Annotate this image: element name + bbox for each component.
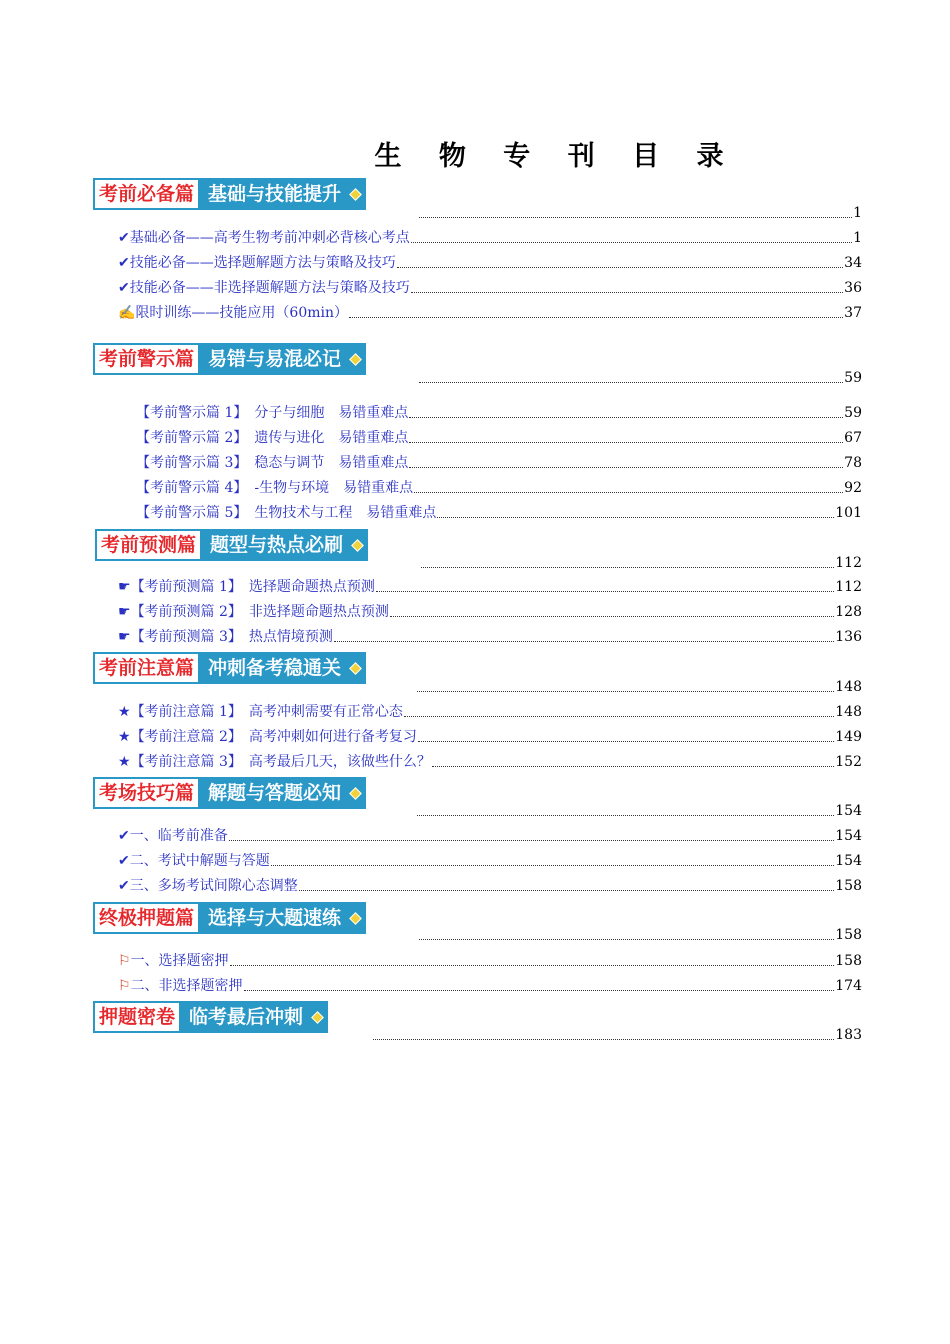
toc-entry[interactable]	[118, 950, 862, 970]
toc-entry[interactable]	[118, 875, 862, 895]
diamond-icon	[349, 188, 362, 201]
entry-label: 二、非选择题密押	[130, 978, 243, 994]
dot-leader	[437, 517, 834, 518]
dot-leader	[230, 965, 835, 966]
toc-entry[interactable]	[118, 277, 862, 297]
section-subtitle-box	[200, 178, 366, 210]
section-subtitle: 易错与易混必记	[208, 348, 342, 370]
entry-label: 技能必备——非选择题解题方法与策略及技巧	[129, 280, 410, 296]
dot-leader	[419, 939, 834, 940]
page-number: 1	[853, 205, 862, 221]
dot-leader	[417, 691, 834, 692]
page-number: 59	[844, 370, 862, 386]
section-subtitle-box	[200, 777, 366, 809]
check-icon: ✔	[118, 853, 130, 869]
entry-label: 一、临考前准备	[129, 828, 228, 844]
entry-label: 【考前注意篇 3】 高考最后几天，该做些什么？	[130, 754, 431, 770]
section-page-line[interactable]	[416, 676, 862, 696]
entry-label: 【考前警示篇 3】 稳态与调节 易错重难点	[136, 455, 409, 471]
diamond-icon	[349, 353, 362, 366]
diamond-icon	[351, 539, 364, 552]
dot-leader	[432, 766, 834, 767]
entry-label: 【考前预测篇 2】 非选择题命题热点预测	[130, 604, 389, 620]
dot-leader	[421, 567, 834, 568]
toc-entry[interactable]	[136, 452, 862, 472]
entry-label: 三、多场考试间隙心态调整	[129, 878, 298, 894]
page-title: 生 物 专 刊 目 录	[374, 141, 738, 172]
section-subtitle-box	[200, 343, 366, 375]
pointing-hand-icon: ☛	[118, 579, 131, 595]
section-subtitle: 题型与热点必刷	[210, 534, 344, 556]
star-icon: ★	[118, 754, 131, 770]
page-number: 59	[844, 405, 862, 421]
dot-leader	[409, 442, 843, 443]
entry-label: 限时训练——技能应用（60min）	[135, 305, 349, 321]
dot-leader	[409, 467, 843, 468]
toc-entry[interactable]	[118, 975, 862, 995]
toc-entry[interactable]	[136, 502, 862, 522]
entry-label: 一、选择题密押	[130, 953, 229, 969]
dot-leader	[349, 317, 843, 318]
check-icon: ✔	[118, 255, 130, 271]
page-number: 152	[835, 754, 862, 770]
page-number: 158	[835, 878, 862, 894]
toc-entry[interactable]	[118, 825, 862, 845]
toc-entry[interactable]	[118, 751, 862, 771]
page-number: 34	[844, 255, 862, 271]
entry-label: 【考前预测篇 1】 选择题命题热点预测	[130, 579, 375, 595]
section-page-line[interactable]	[418, 924, 862, 944]
section-label: 考前警示篇	[93, 343, 200, 375]
pointing-hand-icon: ☛	[118, 604, 131, 620]
dot-leader	[390, 616, 834, 617]
section-header-3	[95, 529, 368, 561]
page-number: 67	[844, 430, 862, 446]
section-subtitle: 选择与大题速练	[208, 907, 342, 929]
dot-leader	[411, 292, 843, 293]
section-page-line[interactable]	[420, 552, 862, 572]
entry-label: 【考前警示篇 1】 分子与细胞 易错重难点	[136, 405, 409, 421]
entry-label: 【考前预测篇 3】 热点情境预测	[130, 629, 333, 645]
star-icon: ★	[118, 729, 131, 745]
toc-entry[interactable]	[118, 601, 862, 621]
dot-leader	[411, 242, 852, 243]
toc-entry[interactable]	[118, 576, 862, 596]
entry-label: 基础必备——高考生物考前冲刺必背核心考点	[129, 230, 410, 246]
toc-entry[interactable]	[136, 402, 862, 422]
page-number: 154	[835, 803, 862, 819]
section-page-line[interactable]	[418, 202, 862, 222]
page-number: 112	[835, 555, 862, 571]
dot-leader	[419, 382, 843, 383]
dot-leader	[373, 1039, 834, 1040]
page-number: 136	[835, 629, 862, 645]
page-number: 112	[835, 579, 862, 595]
section-header-1	[93, 178, 366, 210]
section-label: 押题密卷	[93, 1001, 181, 1033]
toc-entry[interactable]	[118, 701, 862, 721]
section-label: 考前必备篇	[93, 178, 200, 210]
page-number: 78	[844, 455, 862, 471]
page-number: 183	[835, 1027, 862, 1043]
entry-label: 【考前警示篇 4】 -生物与环境 易错重难点	[136, 480, 414, 496]
page-number: 154	[835, 853, 862, 869]
writing-hand-icon: ✍	[118, 305, 136, 321]
check-icon: ✔	[118, 280, 130, 296]
section-page-line[interactable]	[372, 1024, 862, 1044]
dot-leader	[409, 417, 843, 418]
section-page-line[interactable]	[418, 367, 862, 387]
page-number: 148	[835, 679, 862, 695]
section-header-4	[93, 652, 366, 684]
page-number: 92	[844, 480, 862, 496]
entry-label: 【考前注意篇 1】 高考冲刺需要有正常心态	[130, 704, 403, 720]
check-icon: ✔	[118, 230, 130, 246]
dot-leader	[334, 641, 834, 642]
entry-label: 【考前警示篇 5】 生物技术与工程 易错重难点	[136, 505, 437, 521]
toc-entry[interactable]	[118, 252, 862, 272]
dot-leader	[404, 716, 834, 717]
page-number: 174	[835, 978, 862, 994]
diamond-icon	[349, 912, 362, 925]
toc-entry[interactable]	[118, 726, 862, 746]
dot-leader	[376, 591, 834, 592]
section-header-7	[93, 1001, 328, 1033]
dot-leader	[417, 815, 834, 816]
section-header-5	[93, 777, 366, 809]
entry-label: 二、考试中解题与答题	[129, 853, 270, 869]
flag-icon: ⚐	[118, 978, 131, 994]
toc-entry[interactable]	[118, 626, 862, 646]
entry-label: 【考前警示篇 2】 遗传与进化 易错重难点	[136, 430, 409, 446]
entry-label: 技能必备——选择题解题方法与策略及技巧	[129, 255, 396, 271]
section-page-line[interactable]	[416, 800, 862, 820]
section-subtitle-box	[200, 902, 366, 934]
toc-entry[interactable]	[136, 477, 862, 497]
flag-icon: ⚐	[118, 953, 131, 969]
section-label: 考前预测篇	[95, 529, 202, 561]
page-number: 148	[835, 704, 862, 720]
toc-entry[interactable]	[118, 850, 862, 870]
section-subtitle-box	[202, 529, 368, 561]
page-number: 158	[835, 927, 862, 943]
entry-label: 【考前注意篇 2】 高考冲刺如何进行备考复习	[130, 729, 417, 745]
dot-leader	[299, 890, 835, 891]
dot-leader	[419, 217, 852, 218]
star-icon: ★	[118, 704, 131, 720]
page-number: 101	[835, 505, 862, 521]
dot-leader	[418, 741, 834, 742]
page-number: 1	[853, 230, 862, 246]
section-header-2	[93, 343, 366, 375]
dot-leader	[414, 492, 843, 493]
diamond-icon	[349, 662, 362, 675]
check-icon: ✔	[118, 828, 130, 844]
page-number: 37	[844, 305, 862, 321]
section-subtitle: 基础与技能提升	[208, 183, 342, 205]
page-number: 154	[835, 828, 862, 844]
check-icon: ✔	[118, 878, 130, 894]
page-number: 149	[835, 729, 862, 745]
page-number: 36	[844, 280, 862, 296]
page-number: 128	[835, 604, 862, 620]
section-subtitle-box	[200, 652, 366, 684]
dot-leader	[244, 990, 835, 991]
page-number: 158	[835, 953, 862, 969]
section-subtitle-box	[181, 1001, 328, 1033]
diamond-icon	[311, 1011, 324, 1024]
section-subtitle: 临考最后冲刺	[189, 1006, 304, 1028]
section-label: 考前注意篇	[93, 652, 200, 684]
section-label: 终极押题篇	[93, 902, 200, 934]
dot-leader	[397, 267, 843, 268]
dot-leader	[229, 840, 835, 841]
toc-entry[interactable]	[118, 302, 862, 322]
pointing-hand-icon: ☛	[118, 629, 131, 645]
toc-entry[interactable]	[118, 227, 862, 247]
diamond-icon	[349, 787, 362, 800]
dot-leader	[271, 865, 835, 866]
section-header-6	[93, 902, 366, 934]
toc-entry[interactable]	[136, 427, 862, 447]
section-label: 考场技巧篇	[93, 777, 200, 809]
section-subtitle: 冲刺备考稳通关	[208, 657, 342, 679]
section-subtitle: 解题与答题必知	[208, 782, 342, 804]
